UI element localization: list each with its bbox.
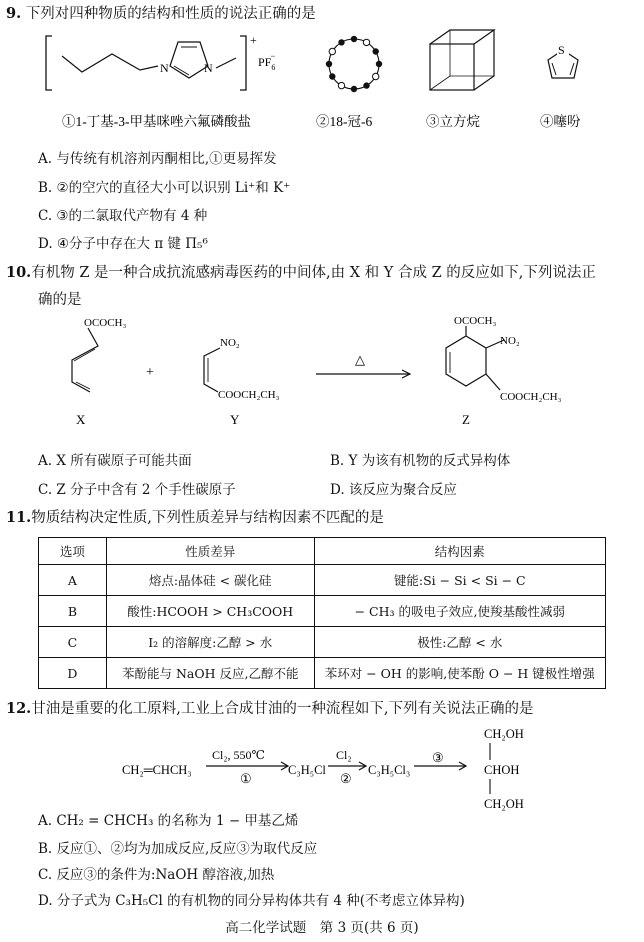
q10-option-d: D. 该反应为聚合反应 xyxy=(330,482,457,498)
q12-start: CH₂═CHCH₃ xyxy=(122,763,192,777)
q9-s: S xyxy=(558,43,565,57)
q10-z-group3: COOCH₂CH₃ xyxy=(500,391,562,403)
q12-step1: ① xyxy=(240,771,252,786)
q11-table-header xyxy=(39,538,606,565)
q12-mid2: C₃H₅Cl₃ xyxy=(368,763,411,777)
q9-butyl-chain xyxy=(62,54,158,72)
q12-product-2: CHOH xyxy=(484,763,520,777)
table-row xyxy=(39,658,606,689)
q9-left-bracket xyxy=(46,36,52,90)
q9-structures xyxy=(0,26,644,138)
q9-cubane xyxy=(430,30,494,90)
q10-option-a: A. X 所有碳原子可能共面 xyxy=(38,453,192,469)
q10-stem-text-1: 有机物 Z 是一种合成抗流感病毒医药的中间体,由 X 和 Y 合成 Z 的反应如下,下列说法正 xyxy=(31,265,596,281)
table-row xyxy=(39,565,606,596)
q12-number: 12. xyxy=(6,700,32,717)
q11-row-a-property: 熔点:晶体硅 < 碳化硅 xyxy=(106,565,314,596)
q9-pf6-sup: − xyxy=(270,51,276,61)
q9-label-3: ③立方烷 xyxy=(426,114,480,129)
q10-y-group1: NO₂ xyxy=(220,337,240,349)
q9-thiophene xyxy=(548,43,578,78)
q9-right-bracket xyxy=(240,36,246,90)
q9-option-d: D. ④分子中存在大 π 键 Π₅⁶ xyxy=(38,236,208,252)
q11-row-c-property: I₂ 的溶解度:乙醇 > 水 xyxy=(106,627,314,658)
q10-label-x: X xyxy=(76,412,86,427)
q9-stem xyxy=(6,4,316,24)
q12-step3: ③ xyxy=(432,750,444,765)
q10-molecule-y xyxy=(204,348,220,392)
q12-cond2: Cl₂ xyxy=(336,748,352,762)
q9-crown-ether xyxy=(326,36,382,92)
q12-cond1: Cl₂, 550℃ xyxy=(212,748,265,762)
q9-option-c: C. ③的二氯取代产物有 4 种 xyxy=(38,208,208,224)
q11-row-b-property: 酸性:HCOOH > CH₃COOH xyxy=(106,596,314,627)
q11-stem xyxy=(6,508,384,528)
q11-row-c-label: C xyxy=(39,627,107,658)
q10-x-group: OCOCH₃ xyxy=(84,317,127,329)
q11-header-option: 选项 xyxy=(39,538,107,565)
q12-stem-text: 甘油是重要的化工原料,工业上合成甘油的一种流程如下,下列有关说法正确的是 xyxy=(31,701,534,717)
q12-step2: ② xyxy=(340,771,352,786)
q9-methyl xyxy=(216,58,236,68)
q9-label-2: ②18-冠-6 xyxy=(316,114,373,129)
q9-pf6: PF xyxy=(258,55,272,69)
q10-label-z: Z xyxy=(462,412,470,427)
q9-label-4: ④噻吩 xyxy=(540,114,581,129)
q9-charge: + xyxy=(250,33,257,47)
q10-label-y: Y xyxy=(230,412,240,427)
table-row xyxy=(39,596,606,627)
q10-number: 10. xyxy=(6,264,32,281)
q12-flow-scheme xyxy=(0,722,644,812)
q10-option-c: C. Z 分子中含有 2 个手性碳原子 xyxy=(38,482,236,498)
q10-stem-line1 xyxy=(6,263,596,283)
q9-n1: N xyxy=(160,61,169,75)
q9-option-a: A. 与传统有机溶剂丙酮相比,①更易挥发 xyxy=(38,151,277,167)
q10-y-group2: COOCH₂CH₃ xyxy=(218,389,280,401)
q11-header-property: 性质差异 xyxy=(106,538,314,565)
q10-condition: △ xyxy=(355,352,365,367)
q12-option-c: C. 反应③的条件为:NaOH 醇溶液,加热 xyxy=(38,867,275,883)
q12-option-d: D. 分子式为 C₃H₅Cl 的有机物的同分异构体共有 4 种(不考虑立体异构) xyxy=(38,893,465,909)
q12-option-b: B. 反应①、②均为加成反应,反应③为取代反应 xyxy=(38,841,318,857)
q9-option-b: B. ②的空穴的直径大小可以识别 Li⁺和 K⁺ xyxy=(38,180,291,196)
q12-product-3: CH₂OH xyxy=(484,797,524,811)
q10-option-b: B. Y 为该有机物的反式异构体 xyxy=(330,453,511,469)
q10-molecule-x xyxy=(72,328,98,392)
page-footer: 高二化学试题 第 3 页(共 6 页) xyxy=(225,920,419,936)
q9-label-1: ①1-丁基-3-甲基咪唑六氟磷酸盐 xyxy=(62,114,251,129)
q11-number: 11. xyxy=(6,509,32,526)
q12-product-1: CH₂OH xyxy=(484,727,524,741)
q10-z-group1: OCOCH₃ xyxy=(454,315,497,327)
q10-molecule-z xyxy=(446,326,504,390)
q11-row-b-structure: − CH₃ 的吸电子效应,使羧基酸性减弱 xyxy=(314,596,605,627)
q12-option-a: A. CH₂ = CHCH₃ 的名称为 1 − 甲基乙烯 xyxy=(38,813,299,829)
q12-mid1: C₃H₅Cl xyxy=(288,763,326,777)
q11-row-d-structure: 苯环对 − OH 的影响,使苯酚 O − H 键极性增强 xyxy=(314,658,605,689)
q9-number: 9. xyxy=(6,5,22,22)
table-row xyxy=(39,627,606,658)
q9-pf6-sub: 6 xyxy=(271,63,276,72)
q11-row-d-property: 苯酚能与 NaOH 反应,乙醇不能 xyxy=(106,658,314,689)
q10-stem-line2: 确的是 xyxy=(38,292,82,308)
q11-row-d-label: D xyxy=(39,658,107,689)
q11-row-a-label: A xyxy=(39,565,107,596)
q11-stem-text: 物质结构决定性质,下列性质差异与结构因素不匹配的是 xyxy=(31,510,384,526)
q10-reaction-scheme xyxy=(0,312,644,432)
svg-text:PF6− xyxy=(258,51,275,72)
q10-plus: + xyxy=(146,365,154,380)
q11-row-a-structure: 键能:Si − Si < Si − C xyxy=(314,565,605,596)
q11-row-c-structure: 极性:乙醇 < 水 xyxy=(314,627,605,658)
q10-z-group2: NO₂ xyxy=(500,335,520,347)
q9-stem-text: 下列对四种物质的结构和性质的说法正确的是 xyxy=(25,6,316,22)
q11-header-structure: 结构因素 xyxy=(314,538,605,565)
q11-table xyxy=(38,537,606,689)
q12-stem xyxy=(6,699,533,719)
q9-n2: N xyxy=(204,61,213,75)
q11-row-b-label: B xyxy=(39,596,107,627)
